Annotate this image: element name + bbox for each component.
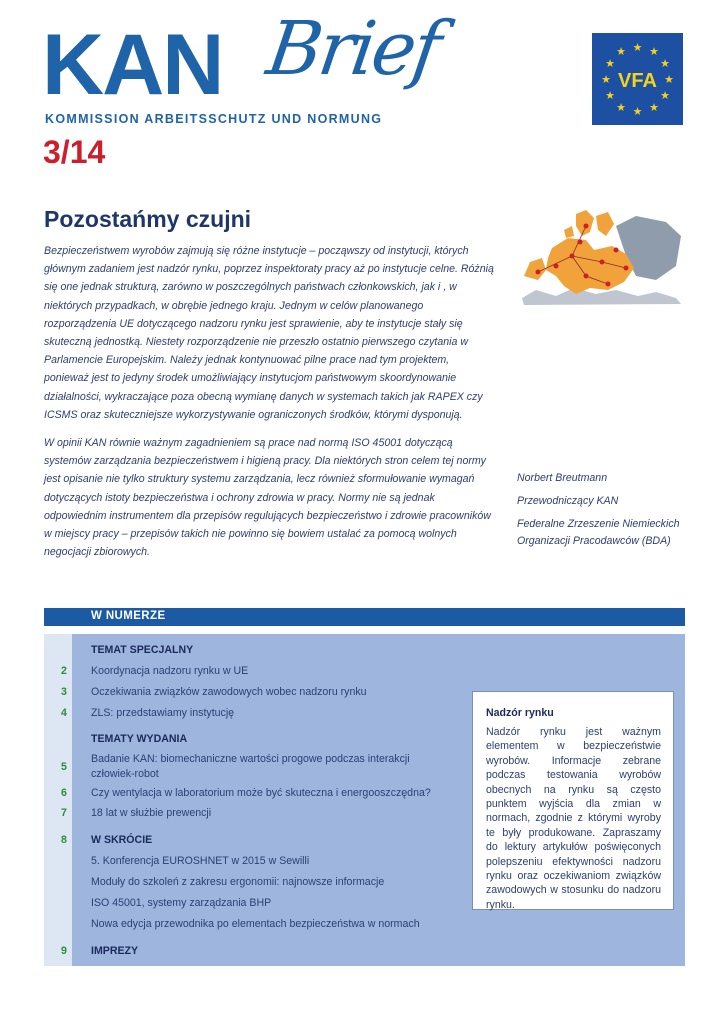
toc-page-number: 4: [61, 707, 67, 719]
toc-item-continuation[interactable]: człowiek-robot: [91, 768, 159, 780]
author-block: [517, 470, 707, 550]
toc-item[interactable]: Koordynacja nadzoru rynku w UE: [91, 665, 249, 677]
toc-page-number: 9: [61, 945, 67, 957]
author-name: Norbert Breutmann: [517, 472, 608, 484]
svg-text:★: ★: [616, 101, 626, 114]
toc-page-number: 6: [61, 787, 67, 799]
toc-header: [44, 608, 685, 626]
logo-subtitle: KOMMISSION ARBEITSSCHUTZ UND NORMUNG: [45, 112, 383, 126]
article-paragraph-1: Bezpieczeństwem wyrobów zajmują się różne instytucje – począwszy od instytucji, których głównym zadaniem jest nadzór rynku, poprzez inspektoraty pracy aż po instytucje celne. Różnią się one jednak strukturą, zarówno w poszczególnych państwach członkowskich, jak i , w niektórych przypadkach, w obrębie jednego kraju. Jednym w celów planowanego rozporządzenia UE dotyczącego nadzoru rynku jest sprawienie, aby te instytucje stały się skuteczną jednostką. Niestety rozporządzenie nie przeszło ostatnio pierwszego czytania w Parlamencie Europejskim. Należy jednak kontynuować pilne prace nad tym projektem, ponieważ jest to jedyny środek umożliwiający instytucjom państwowym skoordynowanie działalności, wykraczające poza obecną wymianę danych w systemach takich jak RAPEX czy ICSMS oraz skuteczniejsze wykorzystywanie ograniczonych środków, którymi dysponują.: [44, 245, 494, 421]
sidebar-box: [472, 691, 674, 910]
toc-page-number: 5: [61, 761, 67, 773]
toc-item[interactable]: 5. Konferencja EUROSHNET w 2015 w Sewilli: [91, 855, 310, 867]
toc-page-number: 3: [61, 686, 67, 698]
toc-page-number: 7: [61, 807, 67, 819]
svg-text:★: ★: [601, 73, 611, 86]
svg-text:★: ★: [664, 73, 674, 86]
svg-text:★: ★: [660, 57, 670, 70]
toc-item[interactable]: ISO 45001, systemy zarządzania BHP: [91, 897, 272, 909]
article-title: Pozostańmy czujni: [44, 206, 252, 232]
issue-number: 3/14: [43, 134, 106, 170]
eu-stars-badge-icon: [592, 33, 683, 125]
toc-item[interactable]: Moduły do szkoleń z zakresu ergonomii: najnowsze informacje: [91, 876, 385, 888]
sidebar-title: Nadzór rynku: [486, 707, 554, 719]
sidebar-body: Nadzór rynku jest ważnym elementem w bezpieczeństwie wyrobów. Informacje zebrane podczas testowania wyrobów obecnych na rynku są często punktem wyjścia dla zmian w normach, zgodnie z którymi wyroby te były produkowane. Zapraszamy do lektury artykułów poświęconych polepszeniu efektywności nadzoru rynku oraz oczekiwaniom związków zawodowych w stosunku do nadzoru rynku.: [486, 726, 661, 911]
toc-item[interactable]: Badanie KAN: biomechaniczne wartości progowe podczas interakcji: [91, 753, 410, 765]
toc-item[interactable]: Czy wentylacja w laboratorium może być skuteczna i energooszczędna?: [91, 787, 431, 799]
svg-text:★: ★: [632, 41, 643, 54]
europe-map-icon: [516, 206, 686, 311]
logo-brief: Brief: [261, 6, 444, 92]
logo-kan: KAN: [42, 17, 223, 113]
toc-page-number: 2: [61, 665, 67, 677]
toc-item[interactable]: Nowa edycja przewodnika po elementach bezpieczeństwa w normach: [91, 918, 420, 930]
toc-section-title: IMPREZY: [91, 945, 139, 957]
svg-text:★: ★: [660, 89, 670, 102]
toc-header-label: W NUMERZE: [91, 610, 166, 622]
svg-text:★: ★: [605, 89, 615, 102]
svg-text:★: ★: [649, 45, 659, 58]
toc-page-number: 8: [61, 834, 67, 846]
svg-text:★: ★: [649, 101, 659, 114]
toc-section-title: W SKRÓCIE: [91, 834, 153, 846]
toc-section-title: TEMAT SPECJALNY: [91, 644, 194, 656]
toc-item[interactable]: Oczekiwania związków zawodowych wobec nadzoru rynku: [91, 686, 367, 698]
badge-text: VFA: [618, 70, 657, 92]
toc-item[interactable]: 18 lat w służbie prewencji: [91, 807, 212, 819]
author-org-line-1: Federalne Zrzeszenie Niemieckich: [517, 518, 680, 530]
author-role: Przewodniczący KAN: [517, 495, 619, 507]
svg-text:★: ★: [616, 45, 626, 58]
toc-section-title: TEMATY WYDANIA: [91, 733, 188, 745]
svg-text:★: ★: [605, 57, 615, 70]
article-paragraph-2: W opinii KAN równie ważnym zagadnieniem są prace nad normą ISO 45001 dotyczącą systemów zarządzania bezpieczeństwem i higieną pracy. Dla niektórych stron celem tej normy jest opisanie nie tylko struktury systemu zarządzania, lecz również sformułowanie wymagań dotyczących istoty bezpieczeństwa i ochrony zdrowia w pracy. Normy nie są jednak odpowiednim instrumentem dla przepisów regulujących bezpieczeństwo i zdrowie pracowników w miejscy pracy – przepisów takich nie powinno się bowiem ustalać za pomocą wolnych negocjacji zbiorowych.: [44, 437, 491, 559]
toc-number-column: [44, 634, 72, 966]
author-org-line-2: Organizacji Pracodawców (BDA): [517, 535, 671, 547]
svg-text:★: ★: [632, 105, 643, 118]
toc-item[interactable]: ZLS: przedstawiamy instytucję: [91, 707, 235, 719]
